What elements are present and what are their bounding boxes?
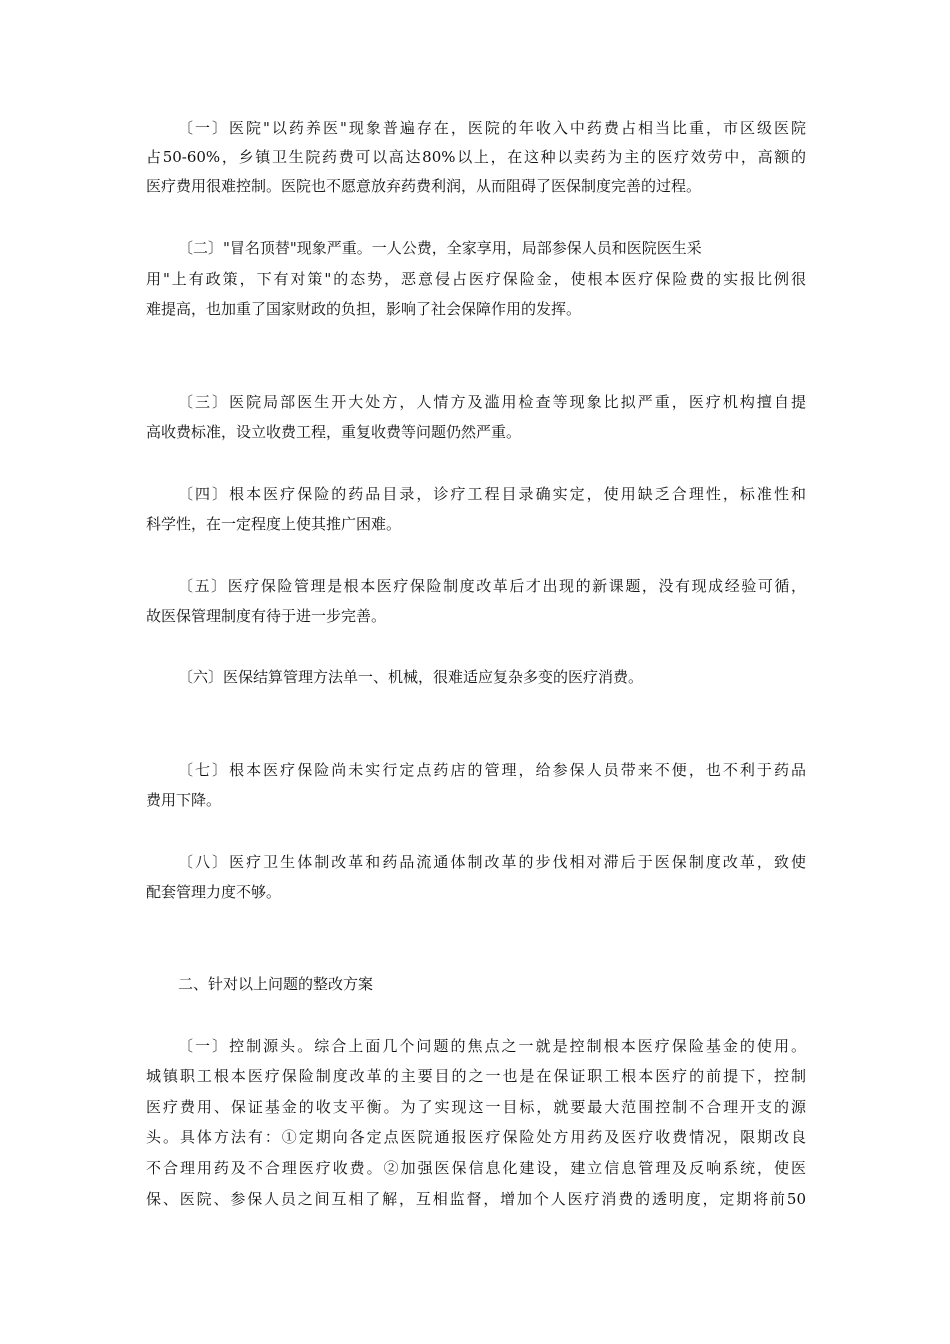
text-line: 城镇职工根本医疗保险制度改革的主要目的之一也是在保证职工根本医疗的前提下，控制	[146, 1067, 806, 1085]
text-line: 头。具体方法有：①定期向各定点医院通报医疗保险处方用药及医疗收费情况，限期改良	[146, 1128, 806, 1146]
text-line: 〔四〕根本医疗保险的药品目录，诊疗工程目录确实定，使用缺乏合理性，标准性和	[178, 485, 806, 503]
text-line: 〔一〕医院"以药养医"现象普遍存在，医院的年收入中药费占相当比重，市区级医院	[178, 119, 806, 137]
text-line: 故医保管理制度有待于进一步完善。	[146, 607, 387, 625]
text-line: 〔八〕医疗卫生体制改革和药品流通体制改革的步伐相对滞后于医保制度改革，致使	[178, 853, 806, 871]
text-line: 高收费标准，设立收费工程，重复收费等问题仍然严重。	[146, 423, 522, 441]
text-line: 占50-60%，乡镇卫生院药费可以高达80%以上，在这种以卖药为主的医疗效劳中，高额的	[146, 148, 806, 166]
text-line: 科学性，在一定程度上使其推广困难。	[146, 515, 402, 533]
text-line: 〔六〕医保结算管理方法单一、机械，很难适应复杂多变的医疗消费。	[178, 668, 644, 686]
text-line: 难提高，也加重了国家财政的负担，影响了社会保障作用的发挥。	[146, 300, 582, 318]
text-line: 配套管理力度不够。	[146, 883, 282, 901]
text-line: 不合理用药及不合理医疗收费。②加强医保信息化建设，建立信息管理及反响系统，使医	[146, 1159, 806, 1177]
text-line: 费用下降。	[146, 791, 222, 809]
text-line: 〔五〕医疗保险管理是根本医疗保险制度改革后才出现的新课题，没有现成经验可循，	[178, 577, 806, 595]
text-line: 〔三〕医院局部医生开大处方，人情方及滥用检查等现象比拟严重，医疗机构擅自提	[178, 393, 806, 411]
text-line: 用"上有政策，下有对策"的态势，恶意侵占医疗保险金，使根本医疗保险费的实报比例很	[146, 270, 806, 288]
text-line: 保、医院、参保人员之间互相了解，互相监督，增加个人医疗消费的透明度，定期将前50	[146, 1190, 806, 1208]
text-line: 医疗费用、保证基金的收支平衡。为了实现这一目标，就要最大范围控制不合理开支的源	[146, 1098, 806, 1116]
text-line: 〔一〕控制源头。综合上面几个问题的焦点之一就是控制根本医疗保险基金的使用。	[178, 1037, 806, 1055]
section-heading: 二、针对以上问题的整改方案	[178, 975, 374, 993]
text-line: 医疗费用很难控制。医院也不愿意放弃药费利润，从而阻碍了医保制度完善的过程。	[146, 177, 702, 195]
text-line: 〔二〕"冒名顶替"现象严重。一人公费，全家享用，局部参保人员和医院医生采	[178, 239, 702, 257]
text-line: 〔七〕根本医疗保险尚未实行定点药店的管理，给参保人员带来不便，也不利于药品	[178, 761, 806, 779]
